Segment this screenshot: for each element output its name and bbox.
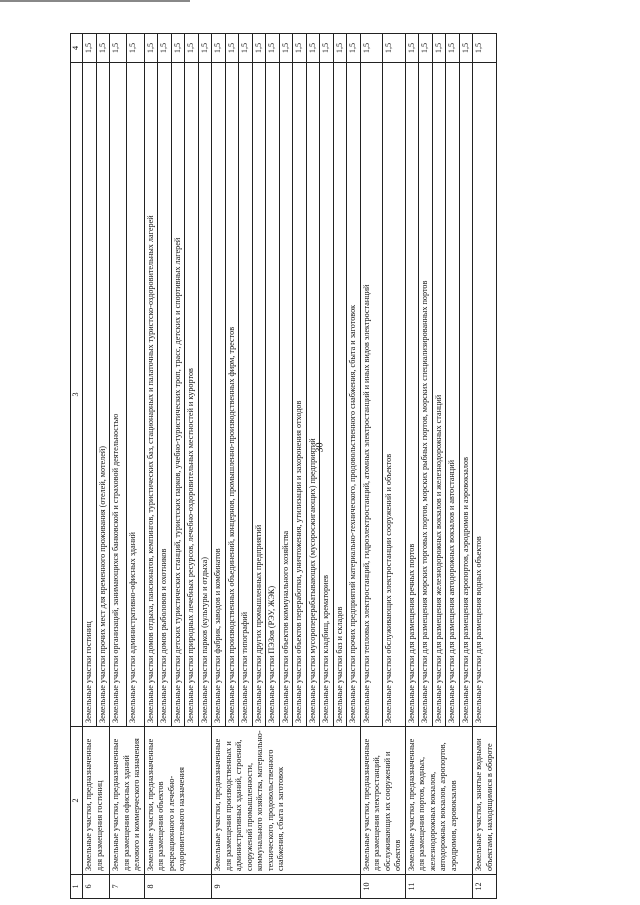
table-body — [83, 34, 497, 899]
land-use-description: Земельные участки природных лечебных ресурсов, лечебно-оздоровительных местностей и курортов — [185, 63, 199, 727]
coefficient-value: 1,5 — [266, 34, 280, 63]
land-use-description: Земельные участки прочих предприятий материально-технического, продовольственного снабжения, сбыта и заготовок — [347, 63, 361, 727]
land-use-description: Земельные участки других промышленных предприятий — [252, 63, 266, 727]
land-use-description: Земельные участки гостиниц — [83, 63, 97, 727]
land-use-description: Земельные участки объектов коммунального хозяйства — [279, 63, 293, 727]
row-number: 8 — [144, 875, 212, 899]
coefficient-value: 1,5 — [198, 34, 212, 63]
coefficient-value: 1,5 — [473, 34, 497, 63]
land-use-description: Земельные участки парков (культуры и отдыха) — [198, 63, 212, 727]
land-use-description: Земельные участки для размещения железнодорожных вокзалов и железнодорожных станций — [432, 63, 446, 727]
coefficient-value: 1,5 — [459, 34, 473, 63]
coefficient-value: 1,5 — [252, 34, 266, 63]
coefficient-value: 1,5 — [360, 34, 383, 63]
land-use-description: Земельные участки для размещения водных объектов — [473, 63, 497, 727]
coefficient-value: 1,5 — [144, 34, 158, 63]
category-group: Земельные участки, предназначенные для размещения гостиниц — [83, 727, 110, 875]
coefficient-value: 1,5 — [383, 34, 406, 63]
coefficient-value: 1,5 — [320, 34, 334, 63]
land-use-description: Земельные участки фабрик, заводов и комбинатов — [212, 63, 226, 727]
land-use-description: Земельные участки типографий — [239, 63, 253, 727]
coefficient-value: 1,5 — [333, 34, 347, 63]
coefficient-value: 1,5 — [306, 34, 320, 63]
coefficient-value: 1,5 — [405, 34, 419, 63]
land-use-description: Земельные участки для размещения речных портов — [405, 63, 419, 727]
column-header: 1 — [71, 875, 83, 899]
coefficient-value: 1,5 — [96, 34, 110, 63]
coefficient-value: 1,5 — [225, 34, 239, 63]
land-use-description: Земельные участки домов отдыха, пансионатов, кемпингов, туристических баз, стационарных и палаточных туристско-оздоровительных лагерей — [144, 63, 158, 727]
coefficient-value: 1,5 — [171, 34, 185, 63]
land-use-description: Земельные участки тепловых электростанций, гидроэлектростанций, атомных электростанций и иных видов электростанций — [360, 63, 383, 727]
column-header: 4 — [71, 34, 83, 63]
coefficient-value: 1,5 — [446, 34, 460, 63]
row-number: 10 — [360, 875, 405, 899]
category-group: Земельные участки, занятые водными объектами, находящимися в обороте — [473, 727, 497, 875]
category-group: Земельные участки, предназначенные для размещения объектов рекреационного и лечебно-оздоровительного назначения — [144, 727, 212, 875]
coefficient-value: 1,5 — [432, 34, 446, 63]
category-group: Земельные участки, предназначенные для размещения офисных зданий делового и коммерческого назначения — [110, 727, 145, 875]
land-use-description: Земельные участки обслуживающих электростанции сооружений и объектов — [383, 63, 406, 727]
category-group: Земельные участки, предназначенные для размещения портов, водных, железнодорожных вокзалов, автодорожных вокзалов, аэропортов, аэродромов, аэровокзалов — [405, 727, 473, 875]
table-row — [405, 34, 419, 899]
land-use-description: Земельные участки баз и складов — [333, 63, 347, 727]
row-number: 12 — [473, 875, 497, 899]
land-use-description: Земельные участки производственных объединений, концернов, промышленно-производственных фирм, трестов — [225, 63, 239, 727]
table-row — [110, 34, 127, 899]
land-use-description: Земельные участки для размещения автодорожных вокзалов и автостанций — [446, 63, 460, 727]
land-use-description: Земельные участки мусороперерабатывающих (мусоросжигающих) предприятий — [306, 63, 320, 727]
land-use-description: Земельные участки объектов переработки, уничтожения, утилизации и захоронения отходов — [293, 63, 307, 727]
header-row — [71, 34, 83, 899]
page-number: 30 — [314, 442, 326, 453]
row-number: 6 — [83, 875, 110, 899]
column-header: 3 — [71, 63, 83, 727]
land-use-description: Земельные участки для размещения аэропортов, аэродромов и аэровокзалов — [459, 63, 473, 727]
land-use-description: Земельные участки детских туристических станций, туристских парков, учебно-туристических троп, трасс, детских и спортивных лагерей — [171, 63, 185, 727]
land-use-description: Земельные участки административно-офисных зданий — [127, 63, 144, 727]
land-use-description: Земельные участки прочих мест для временного проживания (отелей, мотелей) — [96, 63, 110, 727]
land-categories-table — [70, 33, 497, 899]
land-use-description: Земельные участки организаций, занимающихся банковской и страховой деятельностью — [110, 63, 127, 727]
column-header: 2 — [71, 727, 83, 875]
top-rule — [0, 0, 190, 2]
category-group: Земельные участки, предназначенные для размещения производственных и административных зданий, строений, сооружений промышленности, коммунального хозяйства, материально-технического, продовольственного снабжения, сбыта и заготовок — [212, 727, 361, 875]
coefficient-value: 1,5 — [239, 34, 253, 63]
coefficient-value: 1,5 — [83, 34, 97, 63]
land-use-description: Земельные участки ПЭЗов (РЭУ, ЖЭК) — [266, 63, 280, 727]
table-row — [144, 34, 158, 899]
coefficient-value: 1,5 — [279, 34, 293, 63]
coefficient-value: 1,5 — [185, 34, 199, 63]
document-table-frame — [70, 34, 576, 899]
table-row — [360, 34, 383, 899]
table-row — [83, 34, 97, 899]
land-use-description: Земельные участки домов рыболовов и охотников — [158, 63, 172, 727]
land-use-description: Земельные участки для размещения морских торговых портов, морских рыбных портов, морских специализированных портов — [419, 63, 433, 727]
table-row — [473, 34, 497, 899]
coefficient-value: 1,5 — [110, 34, 127, 63]
coefficient-value: 1,5 — [127, 34, 144, 63]
coefficient-value: 1,5 — [158, 34, 172, 63]
land-use-description: Земельные участки кладбищ, крематориев — [320, 63, 334, 727]
category-group: Земельные участки, предназначенные для размещения электростанций, обслуживающих их сооружений и объектов — [360, 727, 405, 875]
coefficient-value: 1,5 — [293, 34, 307, 63]
table-row — [212, 34, 226, 899]
row-number: 9 — [212, 875, 361, 899]
coefficient-value: 1,5 — [347, 34, 361, 63]
coefficient-value: 1,5 — [212, 34, 226, 63]
coefficient-value: 1,5 — [419, 34, 433, 63]
row-number: 7 — [110, 875, 145, 899]
row-number: 11 — [405, 875, 473, 899]
